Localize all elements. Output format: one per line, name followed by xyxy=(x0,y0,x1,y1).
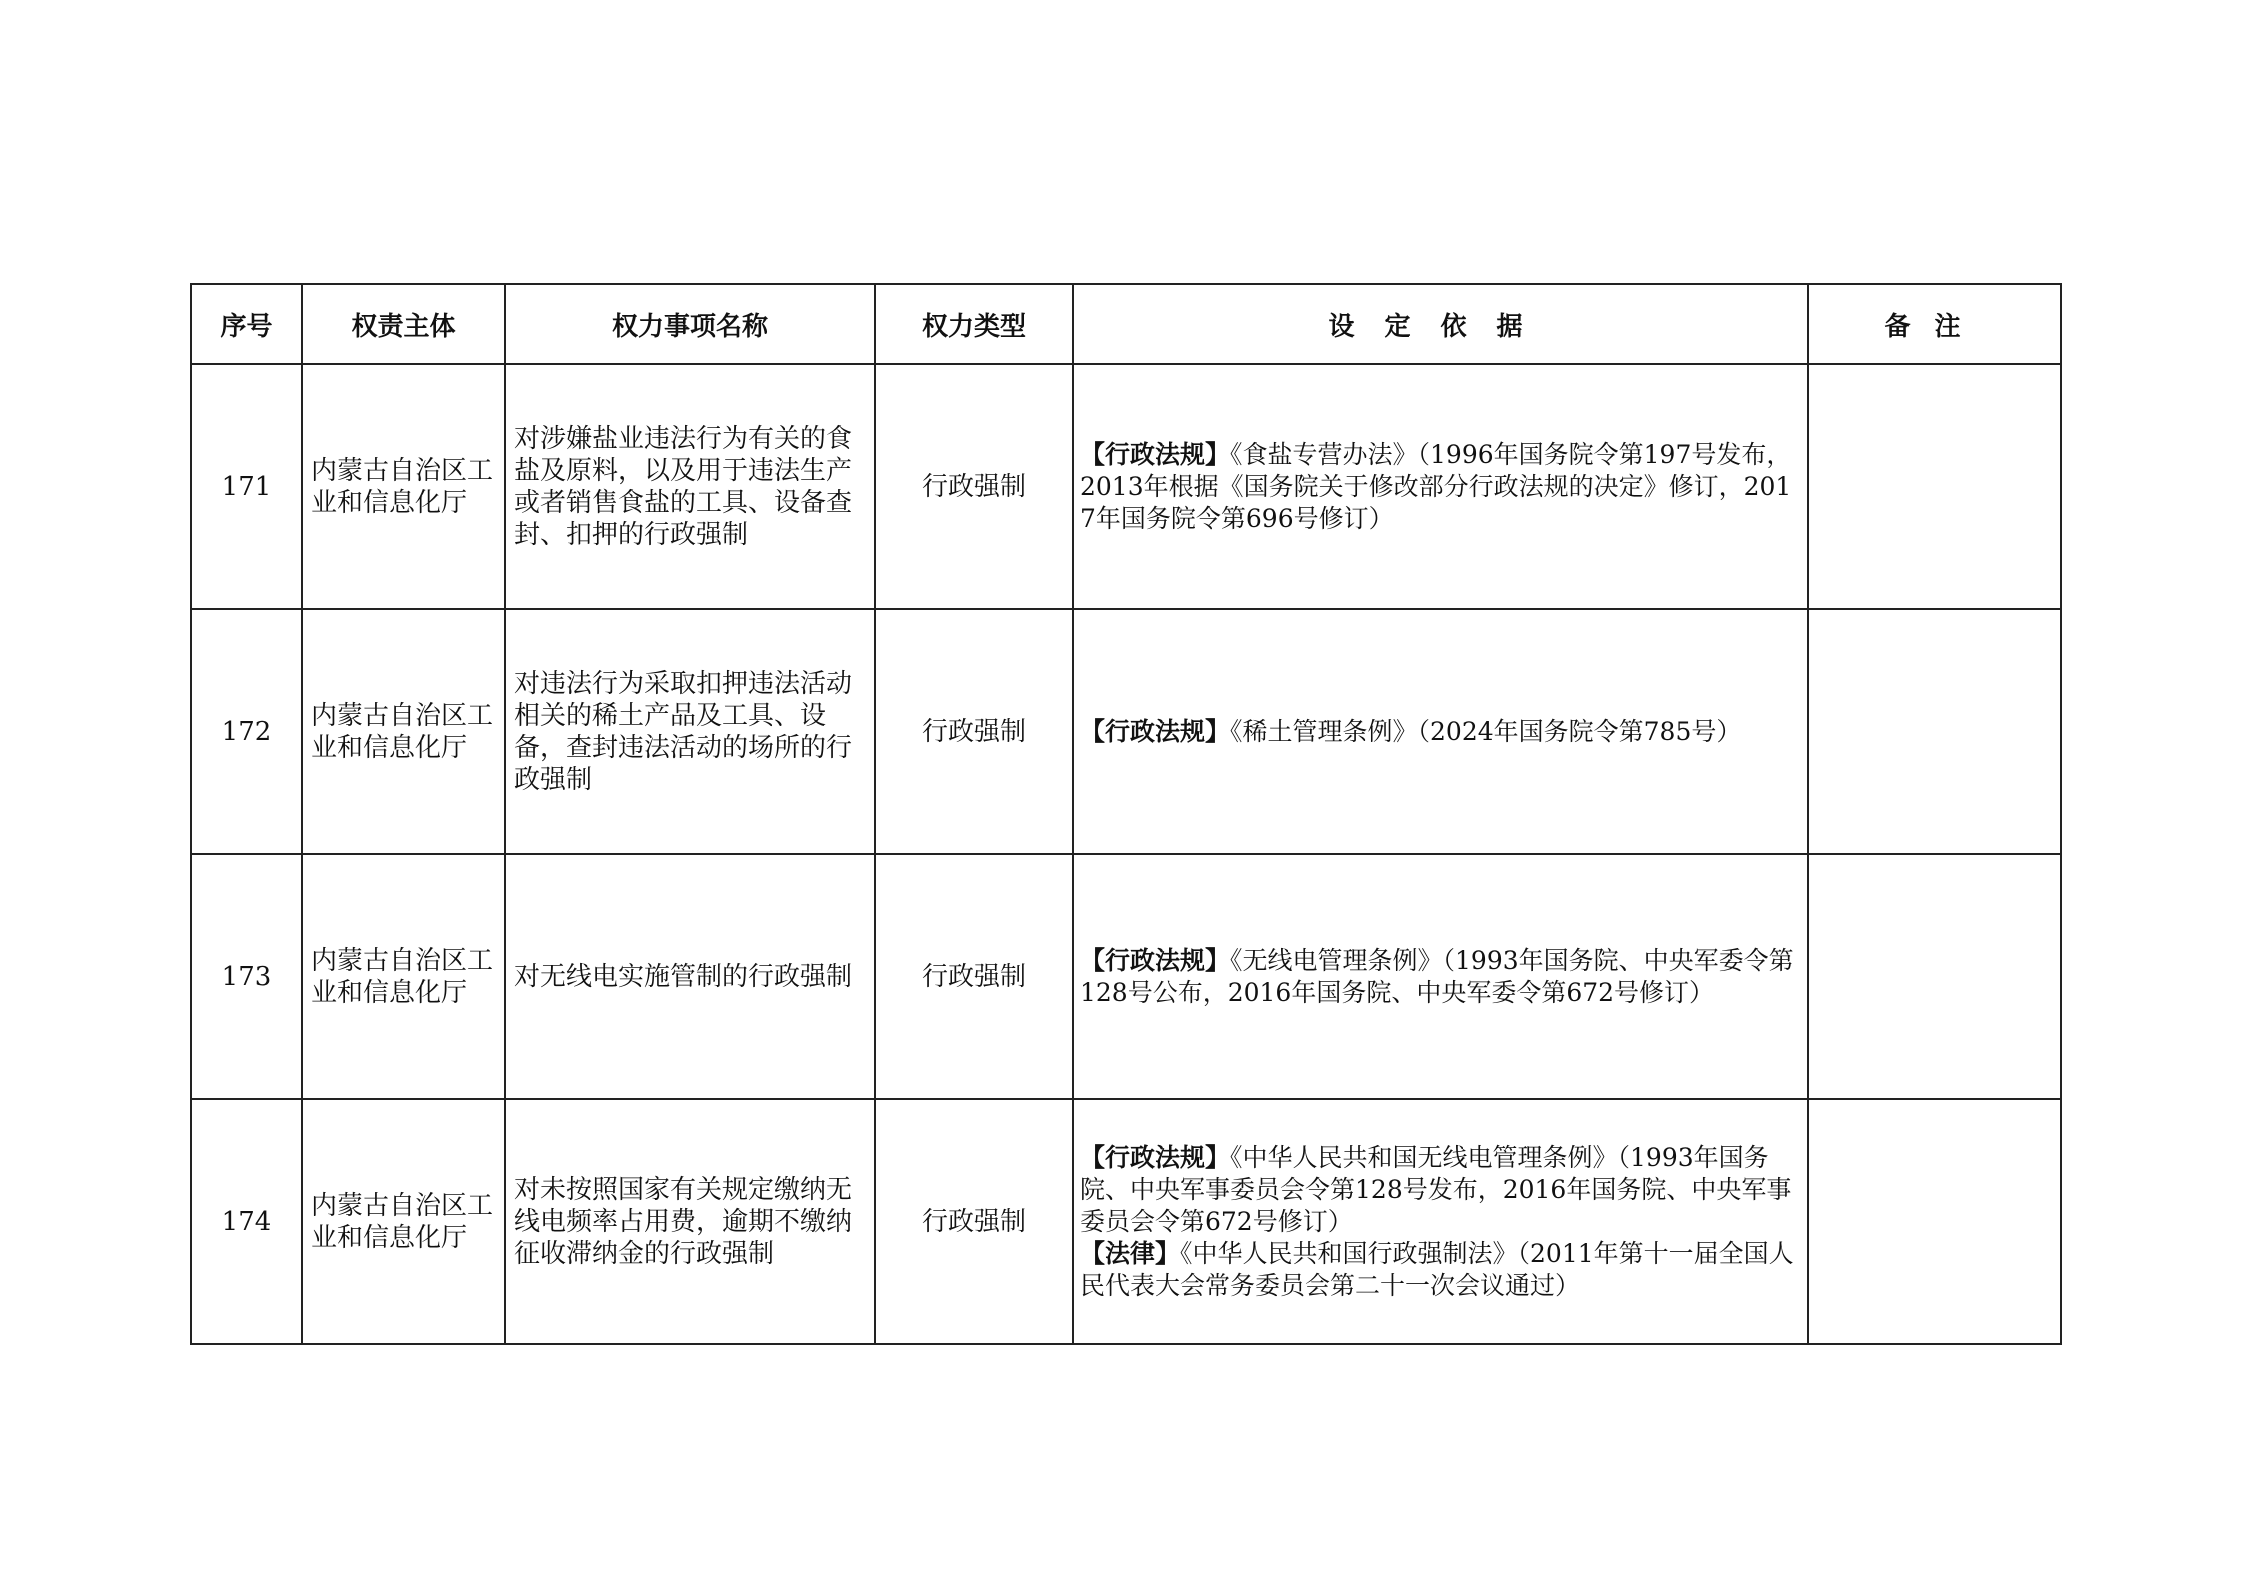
row-note xyxy=(1808,1099,2061,1344)
row-basis xyxy=(1073,1099,1808,1344)
row-subject: 内蒙古自治区工业和信息化厅 xyxy=(302,609,505,854)
header-row xyxy=(191,284,2061,364)
row-type: 行政强制 xyxy=(875,364,1073,609)
basis-tag: 【行政法规】 xyxy=(1080,716,1231,746)
header-basis: 设定依据 xyxy=(1073,284,1808,364)
basis-text: 《中华人民共和国无线电管理条例》（1993年国务院、中央军事委员会令第128号发布，2016年国务院、中央军事委员会令第672号修订） xyxy=(1080,1142,1792,1236)
header-subject: 权责主体 xyxy=(302,284,505,364)
row-note xyxy=(1808,364,2061,609)
basis-entry xyxy=(1080,1142,1799,1238)
row-basis xyxy=(1073,364,1808,609)
basis-entry xyxy=(1080,1238,1799,1302)
row-subject: 内蒙古自治区工业和信息化厅 xyxy=(302,854,505,1099)
basis-tag: 【行政法规】 xyxy=(1080,945,1231,975)
header-type: 权力类型 xyxy=(875,284,1073,364)
power-list-table xyxy=(190,283,2062,1345)
row-index: 173 xyxy=(191,854,302,1099)
table-row xyxy=(191,854,2061,1099)
row-type: 行政强制 xyxy=(875,1099,1073,1344)
header-name: 权力事项名称 xyxy=(505,284,875,364)
row-type: 行政强制 xyxy=(875,609,1073,854)
header-note: 备注 xyxy=(1808,284,2061,364)
row-basis xyxy=(1073,609,1808,854)
basis-text: 《无线电管理条例》（1993年国务院、中央军委令第128号公布，2016年国务院、中央军委令第672号修订） xyxy=(1080,945,1794,1007)
row-basis xyxy=(1073,854,1808,1099)
table-row xyxy=(191,1099,2061,1344)
row-subject: 内蒙古自治区工业和信息化厅 xyxy=(302,364,505,609)
basis-text: 《食盐专营办法》（1996年国务院令第197号发布，2013年根据《国务院关于修改部分行政法规的决定》修订，2017年国务院令第696号修订） xyxy=(1080,439,1792,533)
header-index: 序号 xyxy=(191,284,302,364)
row-name: 对未按照国家有关规定缴纳无线电频率占用费，逾期不缴纳征收滞纳金的行政强制 xyxy=(505,1099,875,1344)
row-name: 对无线电实施管制的行政强制 xyxy=(505,854,875,1099)
table-row xyxy=(191,364,2061,609)
row-note xyxy=(1808,609,2061,854)
row-type: 行政强制 xyxy=(875,854,1073,1099)
basis-entry xyxy=(1080,945,1799,1009)
row-index: 172 xyxy=(191,609,302,854)
row-subject: 内蒙古自治区工业和信息化厅 xyxy=(302,1099,505,1344)
row-name: 对涉嫌盐业违法行为有关的食盐及原料，以及用于违法生产或者销售食盐的工具、设备查封、扣押的行政强制 xyxy=(505,364,875,609)
row-index: 174 xyxy=(191,1099,302,1344)
basis-tag: 【行政法规】 xyxy=(1080,439,1231,469)
row-index: 171 xyxy=(191,364,302,609)
table-row xyxy=(191,609,2061,854)
basis-text: 《中华人民共和国行政强制法》（2011年第十一届全国人民代表大会常务委员会第二十一次会议通过） xyxy=(1080,1238,1794,1300)
row-name: 对违法行为采取扣押违法活动相关的稀土产品及工具、设备，查封违法活动的场所的行政强制 xyxy=(505,609,875,854)
basis-text: 《稀土管理条例》（2024年国务院令第785号） xyxy=(1230,716,1742,746)
basis-tag: 【法律】 xyxy=(1080,1238,1181,1268)
basis-entry xyxy=(1080,716,1799,748)
row-note xyxy=(1808,854,2061,1099)
basis-entry xyxy=(1080,439,1799,535)
basis-tag: 【行政法规】 xyxy=(1080,1142,1231,1172)
